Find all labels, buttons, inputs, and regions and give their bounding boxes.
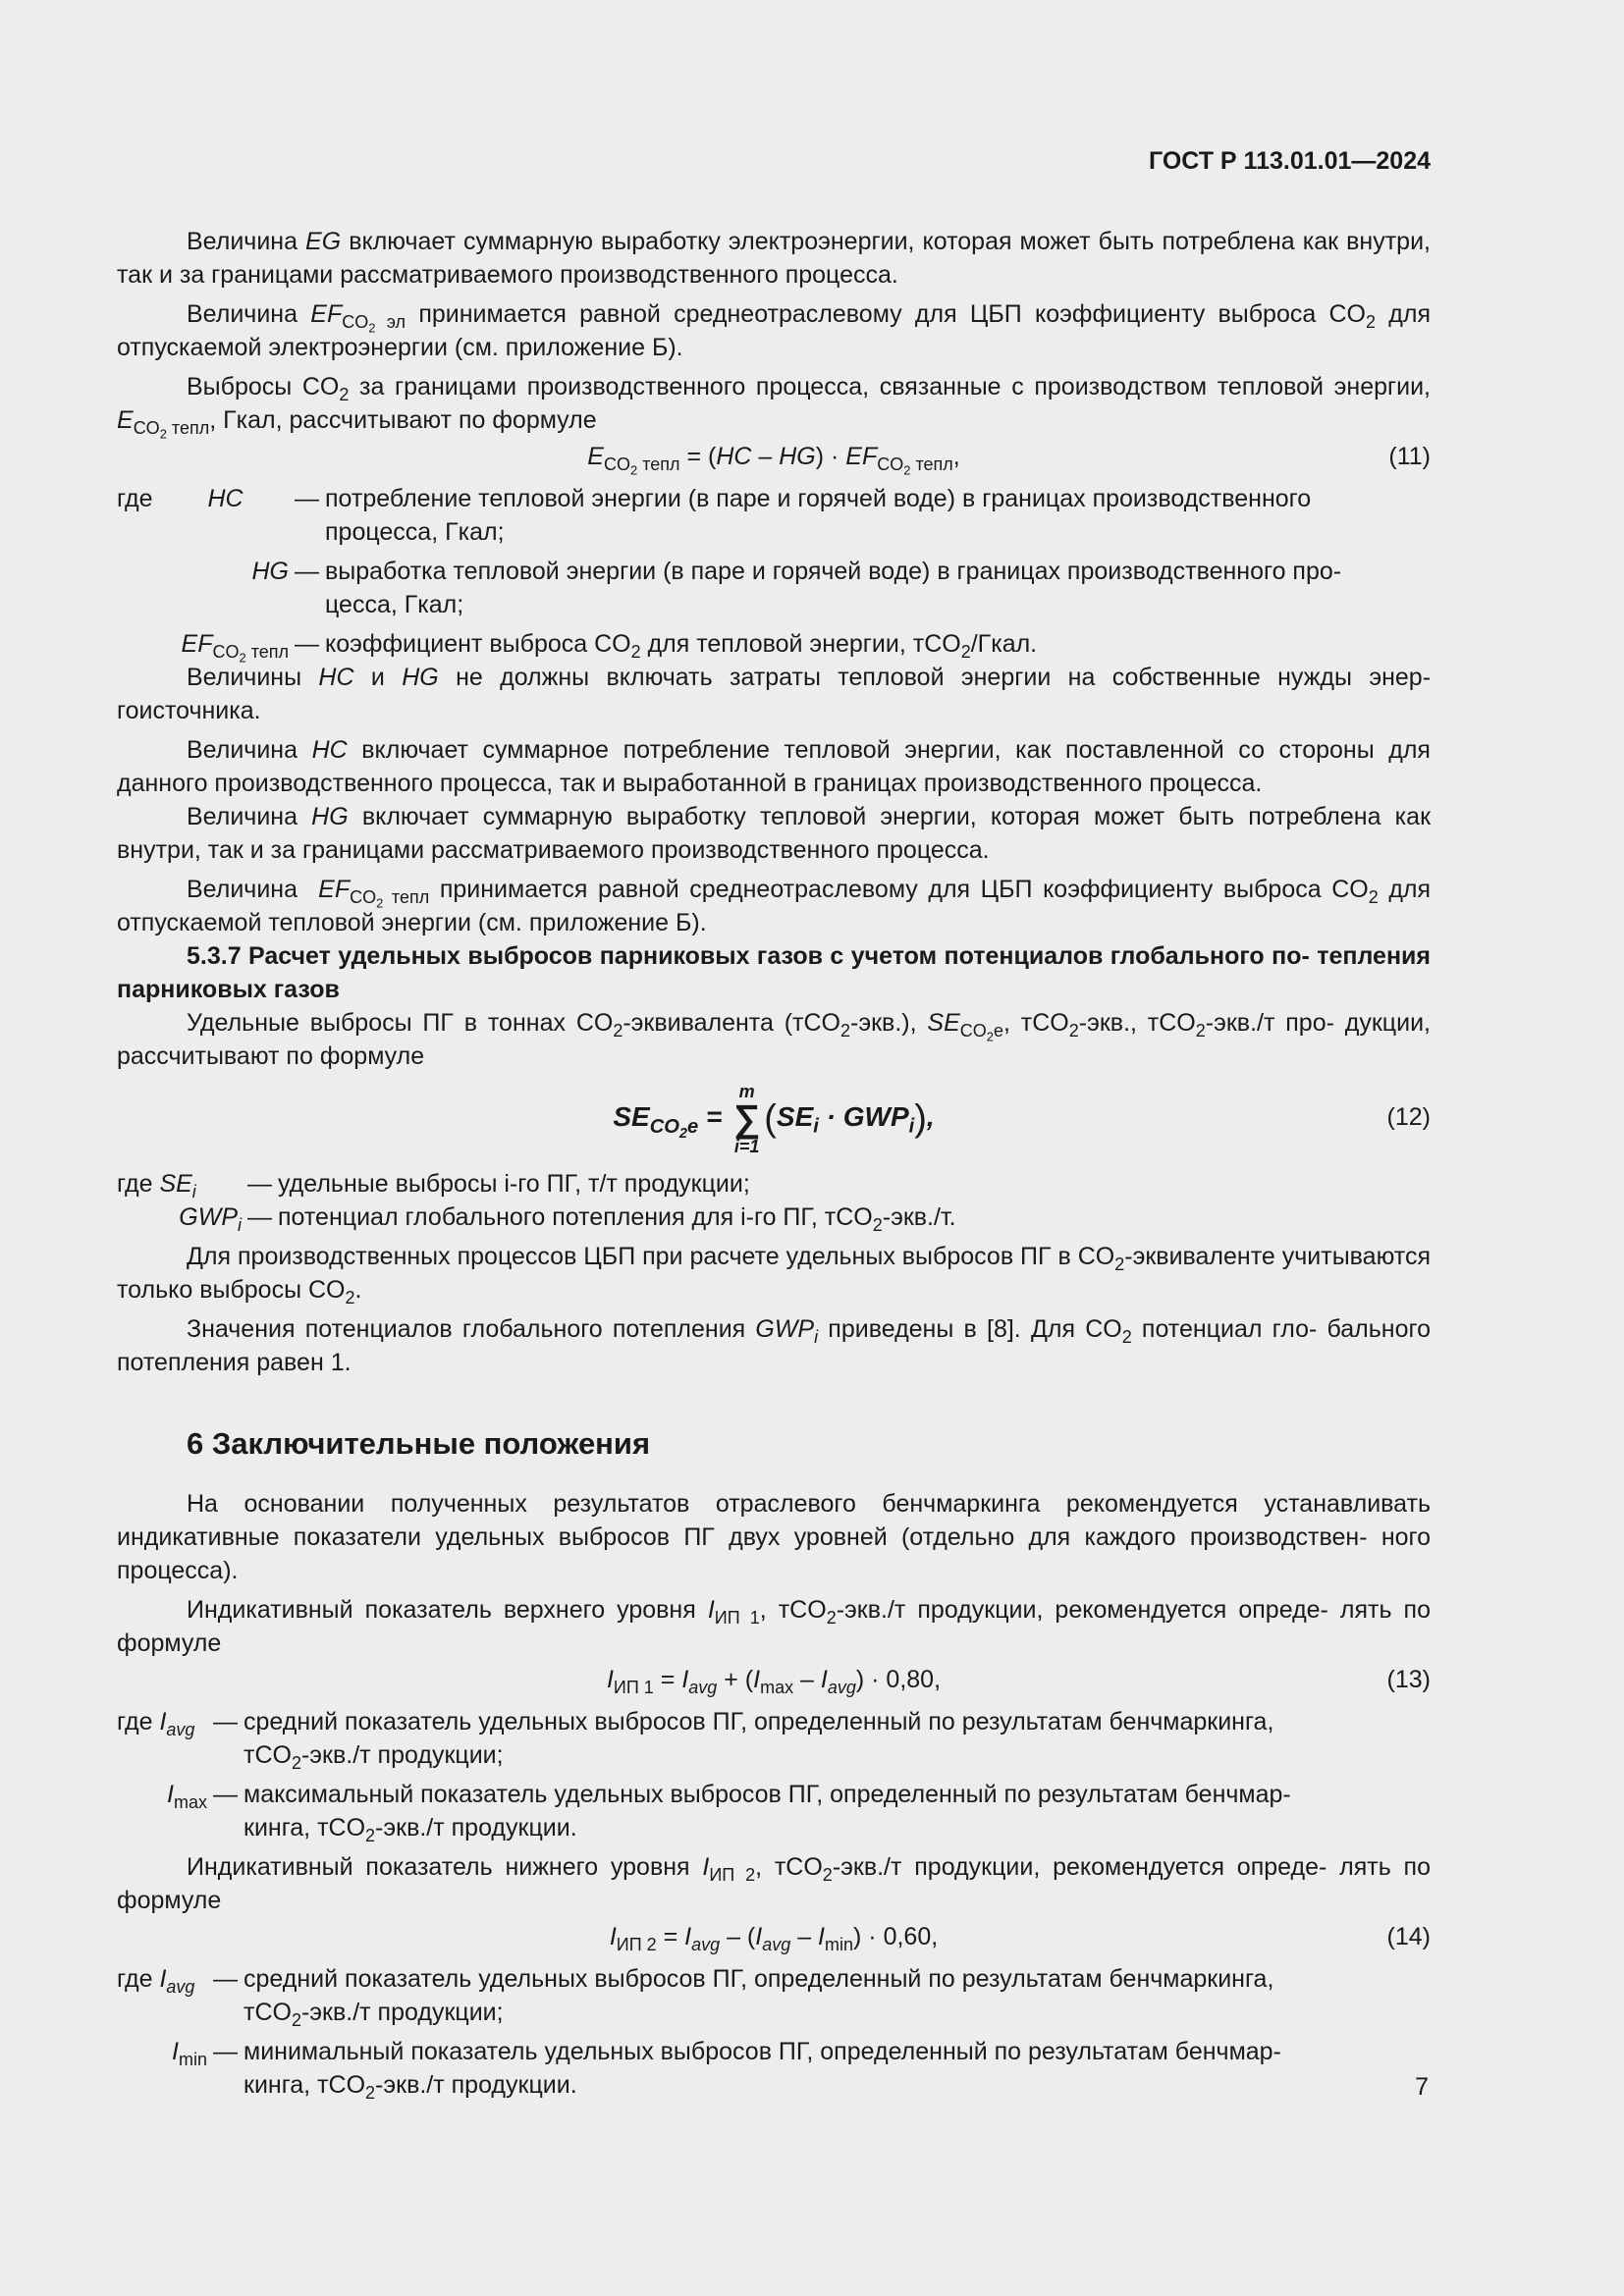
paragraph-hc-sum: Величина HC включает суммарное потребление тепловой энергии, как поставленной со стороны для данного производственного процесса, так и выработанной в границах производственного процесса. [117, 736, 1431, 797]
section-5-3-7-heading: 5.3.7 Расчет удельных выбросов парниковых газов с учетом потенциалов глобального по- тепления парниковых газов [117, 942, 1431, 1003]
formula-13: $I_{ИП 1} = I_{avg} + (I_{max} - I_{avg}) \cdot 0,80$, (13) [117, 1660, 1431, 1699]
paragraph-cbp: Для производственных процессов ЦБП при расчете удельных выбросов ПГ в $CO_2$-эквиваленте учитываются только выбросы $CO_2$. [117, 1243, 1431, 1308]
paragraph-ef-tepl: Величина $EF_{CO_2 тепл}$ принимается равной среднеотраслевому для ЦБП коэффициенту выброса $CO_2$ для отпускаемой тепловой энергии (см. приложение Б). [117, 876, 1432, 936]
paragraph-specific-emissions: Удельные выбросы ПГ в тоннах $CO_2$-эквивалента (тCO$_2$-экв.), $SE_{CO_2e}$, тCO$_2$-экв., тCO$_2$-экв./т про- дукции, рассчитывают по формуле [117, 1009, 1432, 1070]
page-content [117, 225, 1431, 2102]
document-code: ГОСТ Р 113.01.01—2024 [1148, 147, 1431, 175]
sum-symbol: m ∑ i=1 [733, 1081, 761, 1156]
paragraph-hg-sum: Величина HG включает суммарную выработку тепловой энергии, которая может быть потреблена как внутри, так и за границами рассматриваемого производственного процесса. [117, 803, 1431, 864]
paragraph-gwp-values: Значения потенциалов глобального потепления $GWP_i$ приведены в [8]. Для $CO_2$ потенциал гло- бального потепления равен 1. [117, 1315, 1431, 1376]
formula-number: (13) [1386, 1666, 1431, 1693]
definition-hc: где HC — потребление тепловой энергии (в паре и горячей воде) в границах производственного процесса, Гкал; [117, 485, 1312, 546]
formula-14: $I_{ИП 2} = I_{avg} - (I_{avg} - I_{min}) \cdot 0,60$, (14) [117, 1917, 1431, 1956]
paragraph-upper-level: Индикативный показатель верхнего уровня $I_{ИП 1}$, тCO$_2$-экв./т продукции, рекомендуется опреде- лять по формуле [117, 1596, 1431, 1657]
definition-sei: где $SE_i$ — удельные выбросы i-го ПГ, т/т продукции; [117, 1170, 750, 1201]
formula-number: (11) [1388, 443, 1431, 470]
paragraph-ef-el: Величина $EF_{CO_2 эл}$ принимается равной среднеотраслевому для ЦБП коэффициенту выброса $CO_2$ для отпускаемой электроэнергии (см. приложение Б). [117, 300, 1432, 361]
formula-11: $E_{CO_2 тепл} = (HC - HG) \cdot EF_{CO_2 тепл}$, (11) [117, 437, 1431, 476]
formula-number: (12) [1386, 1103, 1431, 1131]
formula-number: (14) [1386, 1923, 1431, 1950]
definition-iavg-1: где $I_{avg}$ — средний показатель удельных выбросов ПГ, определенный по результатам бенчмаркинга, тCO$_2$-экв./т продукции; [117, 1708, 1274, 1773]
section-6-heading: 6 Заключительные положения [187, 1426, 651, 1461]
paragraph-eg: Величина EG включает суммарную выработку электроэнергии, которая может быть потреблена как внутри, так и за границами рассматриваемого производственного процесса. [117, 228, 1431, 289]
definition-hg: HG — выработка тепловой энергии (в паре и горячей воде) в границах производственного про- цесса, Гкал; [251, 558, 1342, 618]
page-number: 7 [1415, 2073, 1429, 2101]
paragraph-hc-hg: Величины HC и HG не должны включать затраты тепловой энергии на собственные нужды энер- гоисточника. [117, 664, 1432, 724]
definition-gwpi: $GWP_i$ — потенциал глобального потепления для i-го ПГ, тCO$_2$-экв./т. [179, 1203, 956, 1235]
definition-iavg-2: где $I_{avg}$ — средний показатель удельных выбросов ПГ, определенный по результатам бенчмаркинга, тCO$_2$-экв./т продукции; [117, 1965, 1274, 2030]
definition-ef-tepl: $EF_{CO_2 тепл}$ — коэффициент выброса $CO_2$ для тепловой энергии, тCO$_2$/Гкал. [181, 630, 1038, 666]
definition-imax: $I_{max}$ — максимальный показатель удельных выбросов ПГ, определенный по результатам бенчмар- кинга, тCO$_2$-экв./т продукции. [167, 1781, 1291, 1845]
paragraph-benchmarking: На основании полученных результатов отраслевого бенчмаркинга рекомендуется устанавливать индикативные показатели удельных выбросов ПГ двух уровней (отдельно для каждого производствен- ного процесса). [117, 1490, 1431, 1584]
paragraph-lower-level: Индикативный показатель нижнего уровня $I_{ИП 2}$, тCO$_2$-экв./т продукции, рекомендуется опреде- лять по формуле [117, 1853, 1431, 1914]
paragraph-emissions-out: Выбросы $CO_2$ за границами производственного процесса, связанные с производством тепловой энергии, $E_{CO_2 тепл}$, Гкал, рассчитывают по формуле [117, 373, 1431, 442]
formula-12: $SE_{CO_2e}$ = m ∑ i=1 $(SE_i \cdot GWP_i)$, (12) [117, 1073, 1431, 1161]
definition-imin: $I_{min}$ — минимальный показатель удельных выбросов ПГ, определенный по результатам бенчмар- кинга, тCO$_2$-экв./т продукции. [172, 2038, 1281, 2103]
